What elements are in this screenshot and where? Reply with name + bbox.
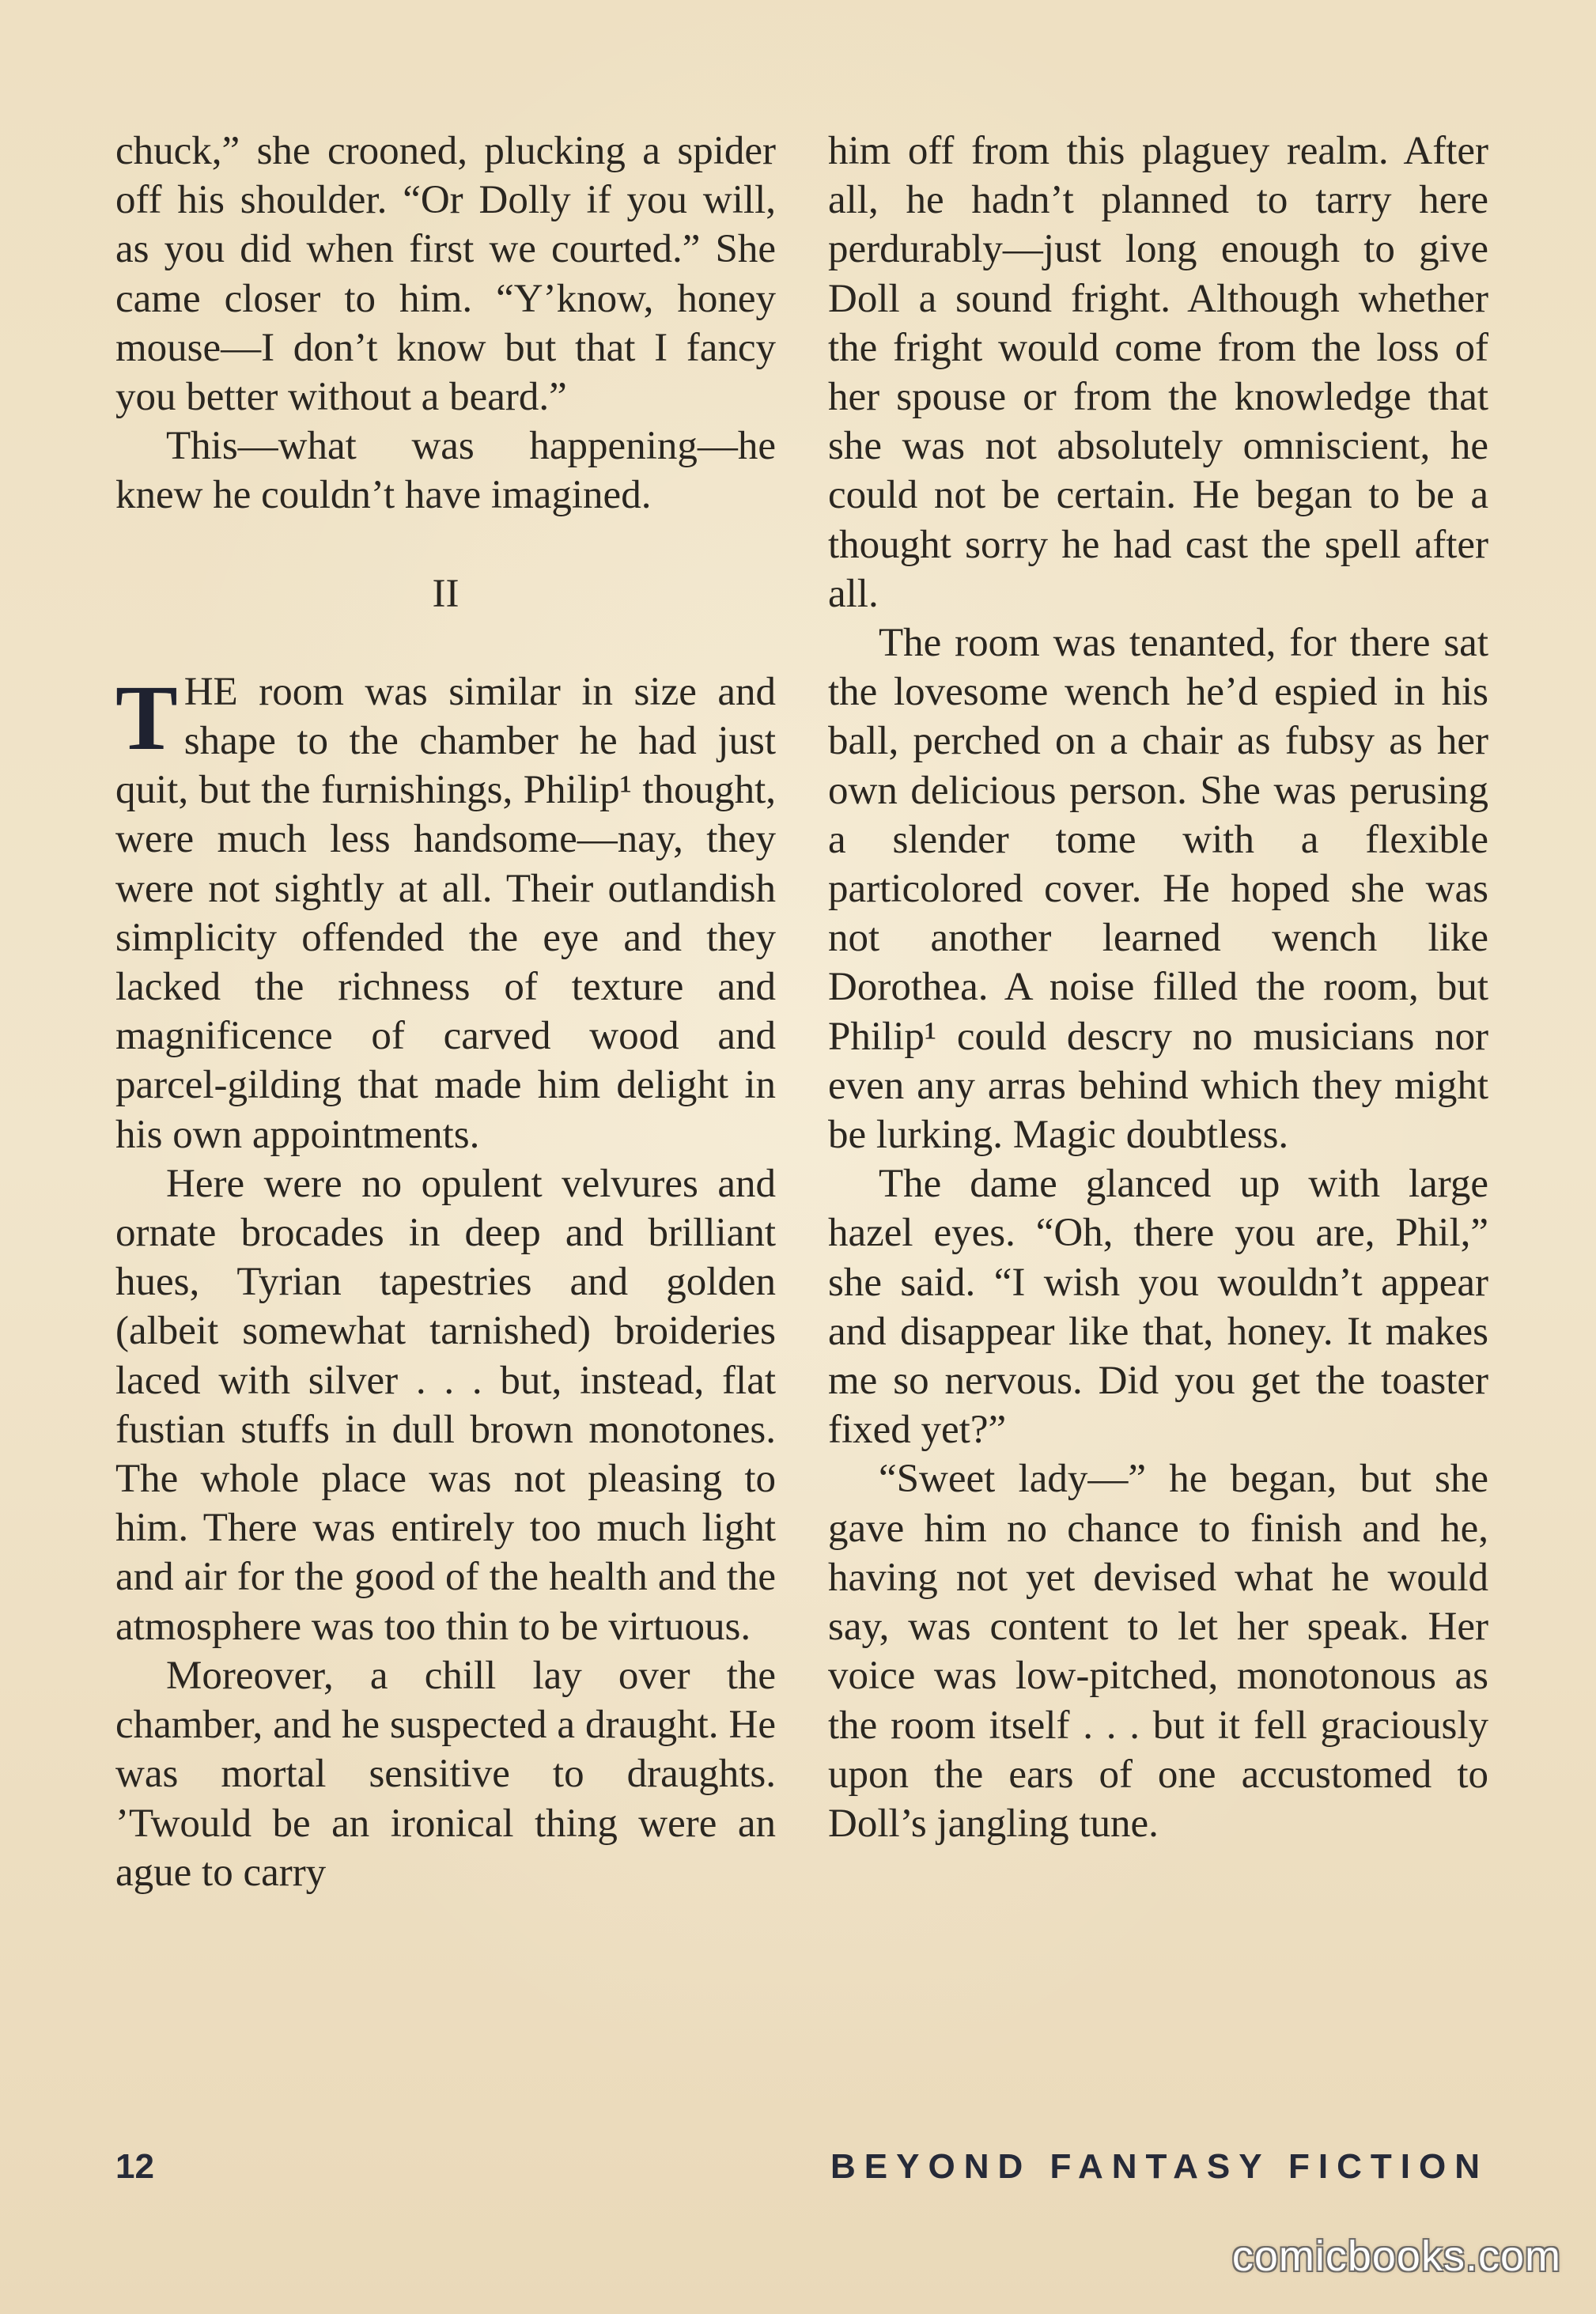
running-title: BEYOND FANTASY FICTION	[830, 2147, 1488, 2186]
page-footer	[115, 2147, 1488, 2195]
paragraph-with-dropcap	[115, 667, 776, 1159]
left-text-column	[115, 127, 776, 1897]
right-text-column	[828, 127, 1488, 1848]
paragraph: Moreover, a chill lay over the chamber, and he suspected a draught. He was mortal sensitive to draughts. ’Twould be an ironical thing were an ague to carry	[115, 1653, 776, 1895]
paragraph: Here were no opulent velvures and ornate brocades in deep and brilliant hues, Tyrian tapestries and golden (albeit somewhat tarnished) broideries laced with silver . . . but, instead, flat fustian stuffs in dull brown monotones. The whole place was not pleasing to him. There was entirely too much light and air for the good of the health and the atmosphere was too thin to be virtuous.	[115, 1161, 776, 1649]
paragraph: chuck,” she crooned, plucking a spider off his shoulder. “Or Dolly if you will, as you did when first we courted.” She came closer to him. “Y’know, honey mouse—I don’t know but that I fancy you better without a beard.”	[115, 129, 776, 420]
drop-cap: T	[115, 665, 178, 769]
paragraph: him off from this plaguey realm. After all, he hadn’t planned to tarry here perdurably—just long enough to give Doll a sound fright. Although whether the fright would come from the loss of her spouse or from the knowledge that she was not absolutely omniscient, he could not be certain. He began to be a thought sorry he had cast the spell after all.	[828, 129, 1488, 616]
paragraph: This—what was happening—he knew he couldn’t have imagined.	[115, 424, 776, 518]
paragraph-text: HE room was similar in size and shape to the chamber he had just quit, but the furnishings, Philip¹ thought, were much less handsome—nay, they were not sightly at all. Their outlandish simplicity offended the eye and they lacked the richness of texture and magnificence of carved wood and parcel-gilding that made him delight in his own appointments.	[115, 669, 776, 1157]
watermark: comicbooks.com	[1231, 2233, 1561, 2280]
section-heading: II	[432, 571, 460, 616]
paragraph: “Sweet lady—” he began, but she gave him no chance to finish and he, having not yet devised what he would say, was content to let her speak. Her voice was low-pitched, monotonous as the room itself . . . but it fell graciously upon the ears of one accustomed to Doll’s jangling tune.	[828, 1457, 1488, 1846]
paragraph: The room was tenanted, for there sat the lovesome wench he’d espied in his ball, perched on a chair as fubsy as her own delicious person. She was perusing a slender tome with a flexible particolored cover. He hoped she was not another learned wench like Dorothea. A noise filled the room, but Philip¹ could descry no musicians nor even any arras behind which they might be lurking. Magic doubtless.	[828, 621, 1488, 1158]
page-number: 12	[115, 2147, 154, 2186]
paragraph: The dame glanced up with large hazel eyes. “Oh, there you are, Phil,” she said. “I wish you wouldn’t appear and disappear like that, honey. It makes me so nervous. Did you get the toaster fixed yet?”	[828, 1162, 1488, 1453]
